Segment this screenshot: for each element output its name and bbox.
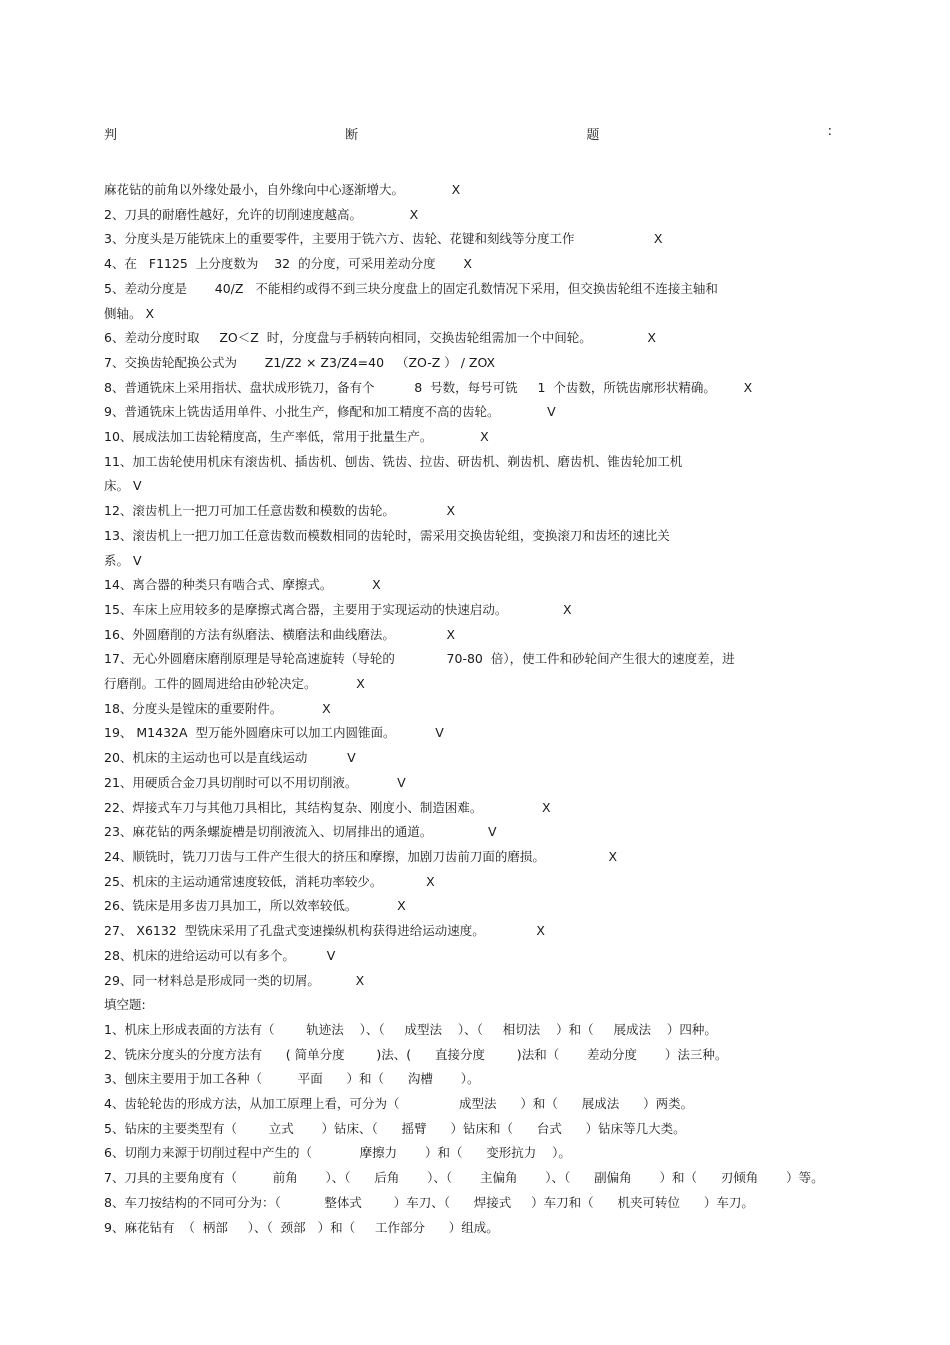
title-char: : [827,124,832,139]
fill-item: 4、齿轮轮齿的形成方法，从加工原理上看，可分为（ 成型法 ）和（ 展成法 ）两类。 [104,1096,694,1112]
item-line: 5、差动分度是 40/Z 不能相约或得不到三块分度盘上的固定孔数情况下采用，但交换齿轮组不连接主轴和 [104,280,718,296]
judgment-item: 22、焊接式车刀与其他刀具相比，其结构复杂、刚度小、制造困难。 X [104,799,551,815]
document-body [104,178,844,1240]
judgment-item: 23、麻花钻的两条螺旋槽是切削液流入、切屑排出的通道。 V [104,824,497,840]
judgment-item: 16、外圆磨削的方法有纵磨法、横磨法和曲线磨法。 X [104,626,456,642]
item-line: 行磨削。工件的圆周进给由砂轮决定。 X [104,676,365,692]
judgment-item: 10、展成法加工齿轮精度高，生产率低，常用于批量生产。 X [104,429,489,445]
fill-item: 5、钻床的主要类型有（ 立式 ）钻床、（ 摇臂 ）钻床和（ 台式 ）钻床等几大类。 [104,1120,686,1136]
title-char: 判 [104,128,118,143]
judgment-item: 24、顺铣时，铣刀刀齿与工件产生很大的挤压和摩擦，加剧刀齿前刀面的磨损。 X [104,848,618,864]
item-line: 系。 V [104,552,142,568]
fill-item: 8、车刀按结构的不同可分为：（ 整体式 ）车刀、（ 焊接式 ）车刀和（ 机夹可转位 ）车刀。 [104,1194,754,1210]
judgment-item: 9、普通铣床上铣齿适用单件、小批生产，修配和加工精度不高的齿轮。 V [104,404,556,420]
item-line: 侧轴。 X [104,305,155,321]
item-line: 11、加工齿轮使用机床有滚齿机、插齿机、刨齿、铣齿、拉齿、研齿机、剃齿机、磨齿机、锥齿轮加工机 [104,453,683,469]
judgment-item [104,647,844,696]
item-line: 13、滚齿机上一把刀加工任意齿数而模数相同的齿轮时，需采用交换齿轮组，变换滚刀和齿坯的速比关 [104,527,670,543]
fill-section-heading: 填空题: [104,997,146,1013]
fill-item: 9、麻花钻有 （ 柄部 ）、（ 颈部 ）和（ 工作部分 ）组成。 [104,1219,499,1235]
judgment-item: 3、分度头是万能铣床上的重要零件，主要用于铣六方、齿轮、花键和刻线等分度工作 X [104,231,663,247]
judgment-item: 15、车床上应用较多的是摩擦式离合器，主要用于实现运动的快速启动。 X [104,601,572,617]
judgment-item: 2、刀具的耐磨性越好，允许的切削速度越高。 X [104,206,419,222]
judgment-item: 21、用硬质合金刀具切削时可以不用切削液。 V [104,774,406,790]
fill-item: 1、机床上形成表面的方法有（ 轨迹法 ）、（ 成型法 ）、（ 相切法 ）和（ 展成法 ）四种。 [104,1021,717,1037]
judgment-item: 19、 M1432A 型万能外圆磨床可以加工内圆锥面。 V [104,725,444,741]
judgment-item: 8、普通铣床上采用指状、盘状成形铣刀，备有个 8 号数，每号可铣 1 个齿数，所铣齿廓形状精确。 X [104,379,753,395]
title-char: 题 [586,128,600,143]
fill-item: 7、刀具的主要角度有（ 前角 ）、（ 后角 ）、（ 主偏角 ）、（ 副偏角 ）和（ 刃倾角 ）等。 [104,1170,824,1186]
fill-item: 2、铣床分度头的分度方法有 ( 简单分度 )法、( 直接分度 )法和（ 差动分度 ）法三种。 [104,1046,728,1062]
judgment-item: 25、机床的主运动通常速度较低，消耗功率较少。 X [104,873,435,889]
item-line: 床。 V [104,478,142,494]
section-title [104,124,832,143]
judgment-item: 14、离合器的种类只有啮合式、摩擦式。 X [104,577,381,593]
judgment-item: 4、在 F1125 上分度数为 32 的分度，可采用差动分度 X [104,256,472,272]
judgment-item: 麻花钻的前角以外缘处最小，自外缘向中心逐渐增大。 X [104,182,461,197]
judgment-item: 26、铣床是用多齿刀具加工，所以效率较低。 X [104,898,406,914]
judgment-item: 7、交换齿轮配换公式为 Z1/Z2 × Z3/Z4=40 （ZO-Z ） / ZOX [104,354,496,370]
judgment-item [104,277,844,326]
judgment-item: 6、差动分度时取 ZO＜Z 时，分度盘与手柄转向相同，交换齿轮组需加一个中间轮。 X [104,330,656,346]
title-char: 断 [345,128,359,143]
judgment-item: 18、分度头是镗床的重要附件。 X [104,700,331,716]
fill-item: 6、切削力来源于切削过程中产生的（ 摩擦力 ）和（ 变形抗力 ）。 [104,1145,571,1161]
judgment-item [104,524,844,573]
item-line: 17、无心外圆磨床磨削原理是导轮高速旋转（导轮的 70-80 倍），使工件和砂轮间产生很大的速度差，进 [104,651,735,667]
judgment-item: 27、 X6132 型铣床采用了孔盘式变速操纵机构获得进给运动速度。 X [104,923,545,939]
judgment-item: 20、机床的主运动也可以是直线运动 V [104,750,356,766]
judgment-item: 12、滚齿机上一把刀可加工任意齿数和模数的齿轮。 X [104,503,456,519]
judgment-item: 28、机床的进给运动可以有多个。 V [104,947,336,963]
fill-item: 3、刨床主要用于加工各种（ 平面 ）和（ 沟槽 ）。 [104,1071,480,1087]
judgment-item: 29、同一材料总是形成同一类的切屑。 X [104,972,365,988]
judgment-item [104,450,844,499]
